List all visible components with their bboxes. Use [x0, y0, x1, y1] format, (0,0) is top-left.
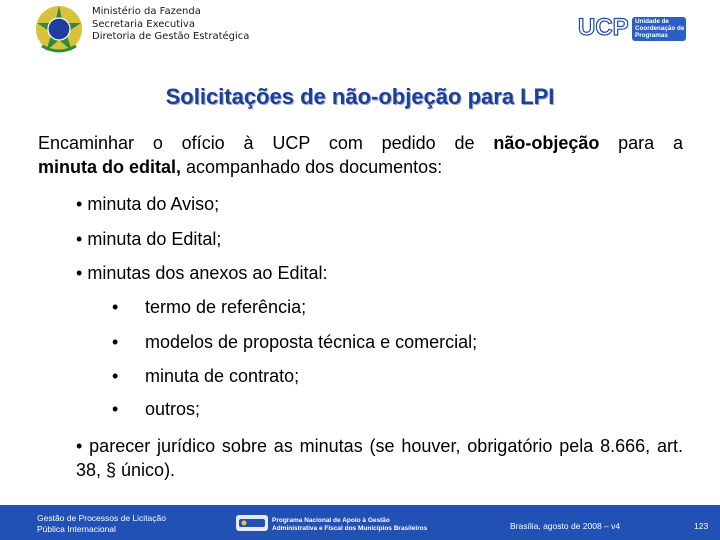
list-item-text: minutas dos anexos ao Edital:: [87, 263, 328, 283]
footer-date: Brasília, agosto de 2008 – v4: [510, 521, 621, 531]
intro-text: acompanhado dos documentos:: [181, 157, 443, 177]
sub-list-item: outros;: [145, 399, 201, 419]
intro-line-2: [38, 155, 683, 179]
ucp-subtitle-line: Coordenação de: [635, 25, 685, 33]
intro-bold-non-objection: não-objeção: [493, 133, 600, 153]
sub-bullet: •: [112, 297, 119, 317]
ucp-logo-subtitle: [635, 18, 685, 40]
bullet: •: [76, 229, 83, 249]
org-ministry: Ministério da Fazenda: [92, 6, 201, 17]
bullet: •: [76, 263, 83, 283]
list-item: [76, 193, 219, 215]
org-directorate: Diretoria de Gestão Estratégica: [92, 31, 250, 42]
list-item: [76, 262, 327, 284]
footer-course-title: [37, 513, 166, 535]
pnafm-logo-icon: [236, 515, 268, 531]
list-item-text: parecer jurídico sobre as minutas (se houver, obrigatório pela 8.666, art. 38, § único).: [76, 436, 683, 480]
sub-list-item: minuta de contrato;: [145, 366, 300, 386]
intro-line-1: [38, 131, 683, 155]
slide-footer: [0, 505, 720, 540]
footer-program-name: [272, 517, 427, 533]
ucp-logo-letters: UCP: [578, 14, 629, 41]
list-item-final: [76, 434, 683, 482]
footer-course-line: Gestão de Processos de Licitação: [37, 513, 166, 523]
ucp-subtitle-line: Unidade de: [635, 18, 669, 25]
intro-text: Encaminhar o ofício à UCP com pedido de: [38, 133, 494, 153]
sub-list-item: modelos de proposta técnica e comercial;: [145, 332, 478, 352]
coat-of-arms-icon: [34, 4, 84, 54]
sub-list-item: termo de referência;: [145, 297, 307, 317]
footer-program-line: Programa Nacional de Apoio à Gestão: [272, 517, 390, 524]
sub-bullet: •: [112, 366, 119, 386]
organization-name: [92, 6, 249, 44]
intro-text: para a: [599, 133, 683, 153]
list-item: [76, 228, 221, 250]
intro-bold-draft-notice: minuta do edital,: [38, 157, 182, 177]
ucp-subtitle-line: Programas: [635, 32, 668, 40]
sub-bullet: •: [112, 399, 119, 419]
slide-header: [0, 0, 720, 62]
list-item-text: minuta do Edital;: [87, 229, 222, 249]
bullet: •: [76, 436, 83, 456]
slide-title: Solicitações de não-objeção para LPI: [165, 84, 555, 109]
list-item-text: minuta do Aviso;: [87, 194, 220, 214]
sub-bullet: •: [112, 332, 119, 352]
ucp-logo-icon: [578, 14, 688, 42]
footer-program-line: Administrativa e Fiscal dos Municípios Brasileiros: [272, 525, 428, 532]
bullet: •: [76, 194, 83, 214]
footer-course-line: Pública Internacional: [37, 524, 116, 534]
org-secretariat: Secretaria Executiva: [92, 18, 195, 30]
page-number: 123: [694, 521, 709, 531]
intro-paragraph: [38, 131, 683, 179]
